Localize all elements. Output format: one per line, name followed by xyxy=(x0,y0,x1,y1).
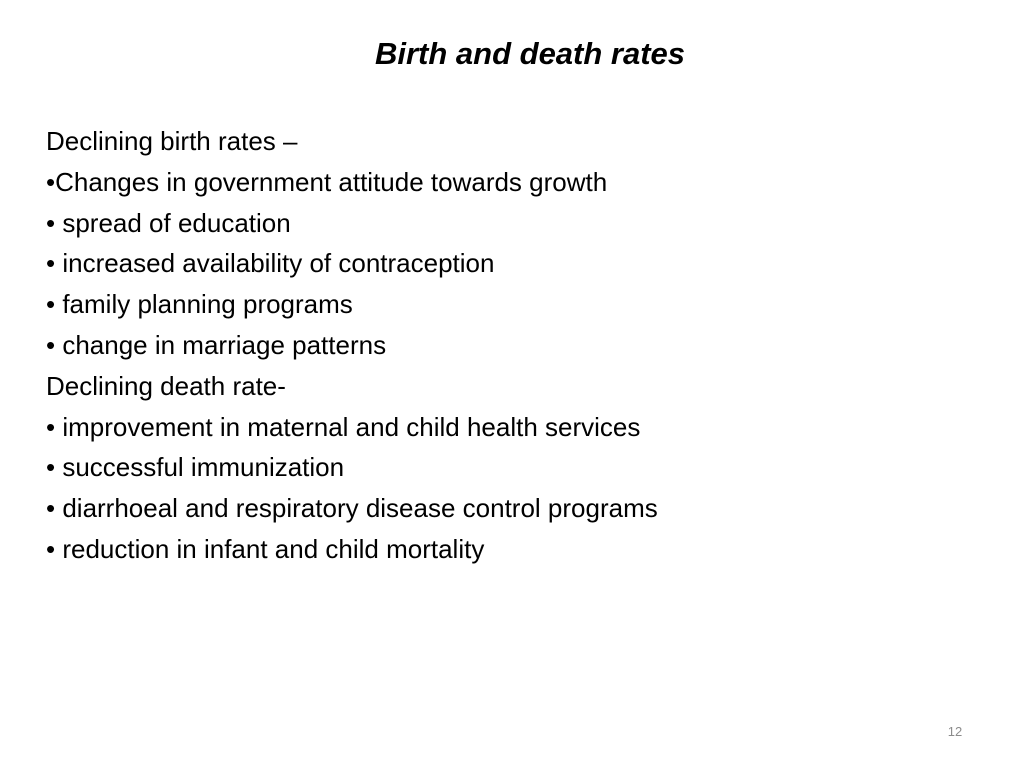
bullet-item: • family planning programs xyxy=(46,289,353,320)
page-number: 12 xyxy=(947,724,963,739)
section-heading-death-rate: Declining death rate- xyxy=(46,370,286,401)
bullet-item: • improvement in maternal and child health services xyxy=(46,411,641,442)
bullet-item: • change in marriage patterns xyxy=(46,329,387,360)
slide-body xyxy=(46,121,1006,570)
bullet-item: • reduction in infant and child mortality xyxy=(46,533,485,564)
bullet-item: • diarrhoeal and respiratory disease control programs xyxy=(46,493,658,524)
section-heading-birth-rates: Declining birth rates – xyxy=(46,126,298,156)
slide-title: Birth and death rates xyxy=(374,36,686,71)
bullet-item: • spread of education xyxy=(46,207,291,238)
bullet-item: • successful immunization xyxy=(46,452,345,483)
bullet-item: •Changes in government attitude towards growth xyxy=(46,166,608,197)
bullet-item: • increased availability of contraception xyxy=(46,248,495,279)
